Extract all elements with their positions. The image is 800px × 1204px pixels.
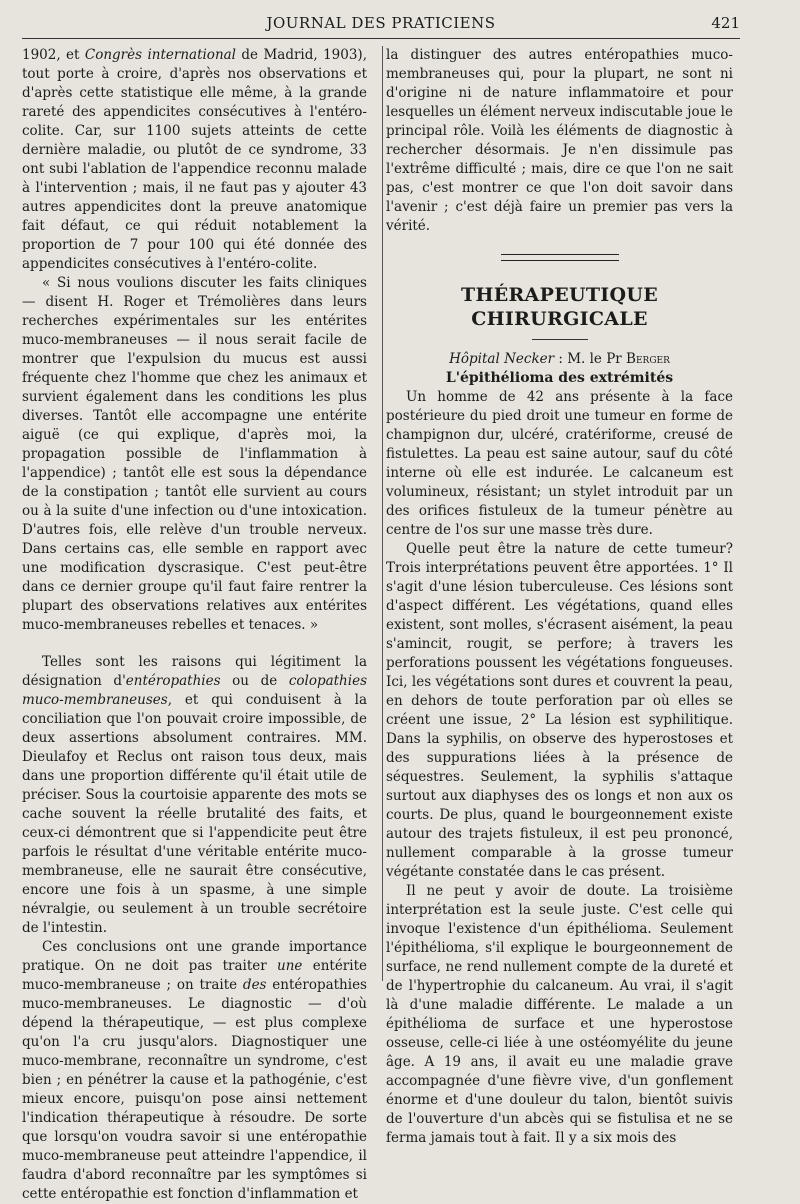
paragraph: Un homme de 42 ans présente à la face postérieure du pied droit une tumeur en forme de champignon dur, ulcéré, cratériforme, creusé de fistulettes. La peau est saine autour, sauf du côté interne où elle est indurée. Le calcaneum est volumineux, résistant; un stylet introduit par un des orifices fistuleux de la tumeur pénètre au centre de l'os sur une masse très dure. xyxy=(386,389,733,538)
journal-title: JOURNAL DES PRATICIENS xyxy=(266,14,496,32)
article-title: L'épithélioma des extrémités xyxy=(445,370,674,386)
section-separator xyxy=(501,254,619,261)
section-title: THÉRAPEUTIQUE CHIRURGICALE xyxy=(461,284,658,330)
paragraph-gap xyxy=(22,635,367,653)
byline: Hôpital Necker : M. le Pr Berger xyxy=(449,351,670,367)
paragraph: Ces conclusions ont une grande importance pratique. On ne doit pas traiter une entérite muco-membraneuse ; on traite des entéropathies muco-membraneuses. Le diagnostic — d'où dépend la thérapeutique, — est plus complexe qu'on l'a cru jusqu'alors. Diagnostiquer une muco-membrane, reconnaître un syndrome, c'est bien ; en pénétrer la cause et la pathogénie, c'est mieux encore, puisqu'on pose ainsi nettement l'indication thérapeutique à résoudre. De sorte que lorsqu'on voudra savoir si une entéropathie muco-membraneuse peut atteindre l'appendice, il faudra d'abord reconnaître par les symptômes si cette entéropathie est fonction d'inflammation et xyxy=(22,939,367,1202)
paragraph: Il ne peut y avoir de doute. La troisième interprétation est la seule juste. C'est celle qui invoque l'existence d'un épithélioma. Seulement l'épithélioma, s'il explique le bourgeonnement de surface, ne rend nullement compte de la dureté et de l'hypertrophie du calcaneum. Au vrai, il s'agit là d'une maladie différente. Le malade a un épithélioma de surface et une hyperostose osseuse, celle-ci liée à une ostéomyélite du jeune âge. A 19 ans, il avait eu une maladie grave accompagnée d'une fièvre vive, d'un gonflement énorme et d'une douleur du talon, bientôt suivis de l'ouverture d'un abcès qui se fistulisa et ne se ferma jamais tout à fait. Il y a six mois des xyxy=(386,883,733,1146)
right-column xyxy=(386,46,733,1148)
paragraph: 1902, et Congrès international de Madrid, 1903), tout porte à croire, d'après nos observations et d'après cette statistique elle même, à la grande rareté des appendicites consécutives à l'entéro-colite. Car, sur 1100 sujets atteints de cette dernière maladie, ou plutôt de ce syndrome, 33 ont subi l'ablation de l'appendice reconnu malade à l'intervention ; mais, il ne faut pas y ajouter 43 autres appendicites dont la preuve anatomique fait défaut, ce qui réduit notablement la proportion de 7 pour 100 qui été donnée des appendicites consécutives à l'entéro-colite. xyxy=(22,47,367,272)
header-rule xyxy=(22,38,740,39)
paragraph: la distinguer des autres entéropathies muco-membraneuses qui, pour la plupart, ne sont ni d'origine ni de nature inflammatoire et pour lesquelles un élément nerveux indiscutable joue le principal rôle. Voilà les éléments de diagnostic à rechercher désormais. Je n'en dissimule pas l'extrême difficulté ; mais, dire ce que l'on ne sait pas, c'est montrer ce que l'on doit savoir dans l'avenir ; c'est déjà faire un premier pas vers la vérité. xyxy=(386,47,733,234)
title-underline xyxy=(532,339,588,340)
quotation-paragraph: « Si nous voulions discuter les faits cliniques — disent H. Roger et Trémolières dans leurs recherches expérimentales sur les entérites muco-membraneuses — il nous serait facile de montrer que l'expulsion du mucus est aussi fréquente chez l'homme que chez les animaux et survient également dans les conditions les plus diverses. Tantôt elle accompagne une entérite aiguë (ce qui explique, d'après moi, la propagation possible de l'inflammation à l'appendice) ; tantôt elle est sous la dépendance de la constipation ; tantôt elle survient au cours ou à la suite d'une infection ou d'une intoxication. D'autres fois, elle relève d'un trouble nerveux. Dans certains cas, elle semble en rapport avec une modification dyscrasique. C'est peut-être dans ce dernier groupe qu'il faut faire rentrer la plupart des observations relatives aux entérites muco-membraneuses rebelles et tenaces. » xyxy=(22,275,367,633)
left-column xyxy=(22,46,367,1204)
paragraph: Telles sont les raisons qui légitiment la désignation d'entéropathies ou de colopathies muco-membraneuses, et qui conduisent à la conciliation que l'on pouvait croire impossible, de deux assertions absolument contraires. MM. Dieulafoy et Reclus ont raison tous deux, mais dans une proportion différente qu'il était utile de préciser. Sous la courtoisie apparente des mots se cache souvent la réelle brutalité des faits, et ceux-ci démontrent que si l'appendicite peut être parfois le résultat d'une véritable entérite muco-membraneuse, elle ne saurait être consécutive, encore une fois à un spasme, à une simple névralgie, ou seulement à un trouble secrétoire de l'intestin. xyxy=(22,654,367,936)
paragraph: Quelle peut être la nature de cette tumeur? Trois interprétations peuvent être apportées. 1° Il s'agit d'une lésion tuberculeuse. Ces lésions sont d'aspect différent. Les végétations, quand elles existent, sont molles, s'écrasent aisément, la peau s'amincit, rougit, se perfore; à travers les perforations poussent les végétations fongueuses. Ici, les végétations sont dures et couvrent la peau, en dehors de toute perforation par où elles se créent une issue, 2° La lésion est syphilitique. Dans la syphilis, on observe des hyperostoses et des suppurations liées à la présence de séquestres. Seulement, la syphilis s'attaque surtout aux diaphyses des os longs et non aux os courts. De plus, quand le bourgeonnement existe autour des trajets fistuleux, il est peu prononcé, nullement comparable à la grosse tumeur végétante constatée dans le cas présent. xyxy=(386,541,733,880)
column-divider xyxy=(382,46,383,981)
page-number: 421 xyxy=(711,14,740,32)
running-header xyxy=(22,14,740,36)
